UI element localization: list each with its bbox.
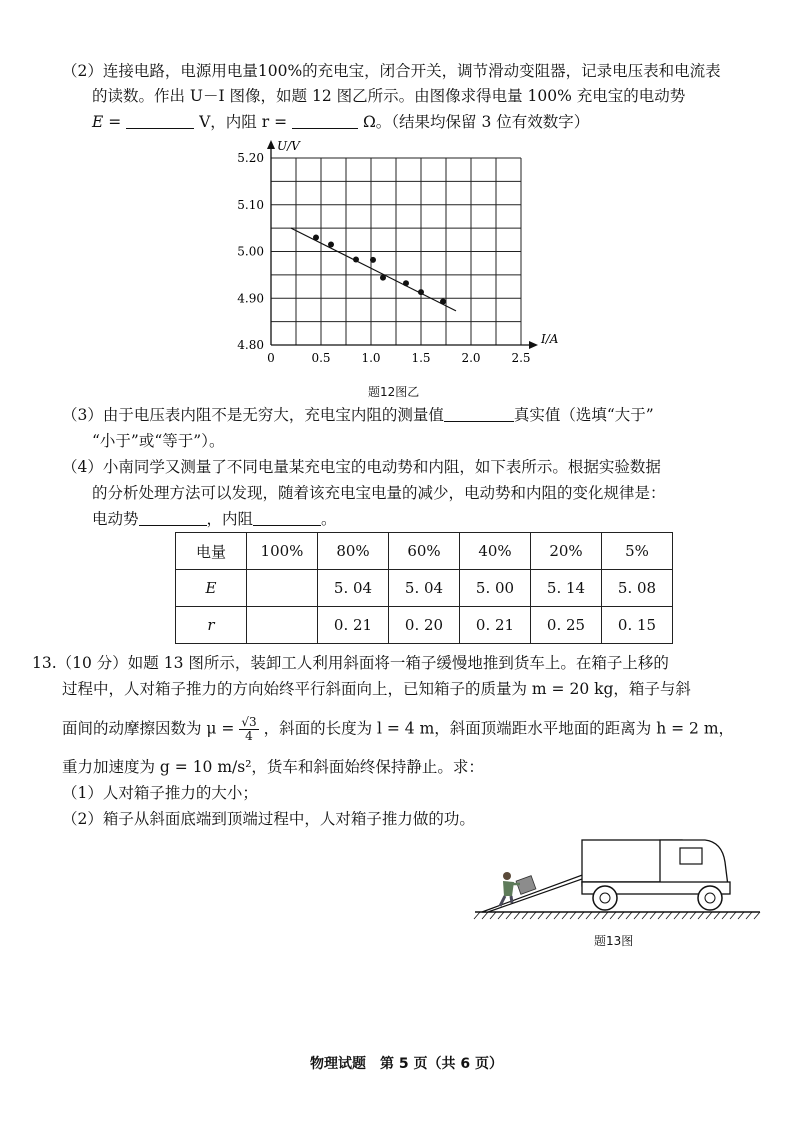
mu-denominator: 4 bbox=[245, 729, 253, 743]
table-cell bbox=[247, 570, 318, 607]
data-point bbox=[328, 241, 334, 247]
data-point bbox=[370, 257, 376, 263]
table-cell: 0. 25 bbox=[531, 607, 602, 644]
table-header-cell: 5% bbox=[602, 533, 673, 570]
x-tick-label: 2.5 bbox=[511, 351, 531, 365]
u-i-chart bbox=[220, 134, 560, 384]
x-axis-label: I/A bbox=[541, 332, 559, 346]
table-row bbox=[176, 570, 673, 607]
data-point bbox=[380, 275, 386, 281]
part3-text-a: （3）由于电压表内阻不是无穷大，充电宝内阻的测量值 bbox=[62, 406, 444, 424]
table-cell: E bbox=[176, 570, 247, 607]
table-cell: r bbox=[176, 607, 247, 644]
table-header-cell: 20% bbox=[531, 533, 602, 570]
y-tick-label: 4.80 bbox=[237, 338, 264, 352]
data-points-group bbox=[313, 234, 446, 304]
table-cell bbox=[247, 607, 318, 644]
table-cell: 5. 14 bbox=[531, 570, 602, 607]
part3-line2: “小于”或“等于”）。 bbox=[92, 432, 225, 450]
q13-line6: （2）箱子从斜面底端到顶端过程中，人对箱子推力做的功。 bbox=[62, 810, 475, 828]
table-cell: 5. 04 bbox=[318, 570, 389, 607]
q13-line3 bbox=[62, 716, 734, 743]
truck bbox=[582, 840, 730, 910]
table-cell: 0. 15 bbox=[602, 607, 673, 644]
part2-line1: （2）连接电路，电源用电量100%的充电宝，闭合开关，调节滑动变阻器，记录电压表和电流表 bbox=[62, 62, 721, 80]
data-point bbox=[418, 289, 424, 295]
part4-line3 bbox=[92, 508, 337, 530]
mu-numerator: √3 bbox=[241, 715, 257, 729]
truck-ramp-figure bbox=[470, 826, 770, 926]
chart-grid bbox=[271, 158, 521, 345]
ramp bbox=[482, 874, 585, 912]
x-tick-label: 0 bbox=[267, 351, 275, 365]
table-header-cell: 40% bbox=[460, 533, 531, 570]
chart-caption: 题12图乙 bbox=[368, 385, 420, 399]
emf-blank[interactable] bbox=[126, 112, 194, 129]
charge-data-table bbox=[175, 532, 673, 644]
q13-line4: 重力加速度为 g = 10 m/s²，货车和斜面始终保持静止。求： bbox=[62, 758, 484, 776]
page-footer: 物理试题 第 5 页（共 6 页） bbox=[310, 1056, 503, 1072]
unit-note: Ω。（结果均保留 3 位有效数字） bbox=[362, 113, 590, 131]
table-cell: 0. 20 bbox=[389, 607, 460, 644]
table-cell: 0. 21 bbox=[460, 607, 531, 644]
emf-trend-label: 电动势 bbox=[92, 510, 139, 528]
part4-line2: 的分析处理方法可以发现，随着该充电宝电量的减少，电动势和内阻的变化规律是： bbox=[92, 484, 666, 502]
part3-text-b: 真实值（选填“大于” bbox=[513, 406, 654, 424]
chart-axes bbox=[267, 140, 538, 349]
table-cell: 5. 04 bbox=[389, 570, 460, 607]
table-row bbox=[176, 607, 673, 644]
chart-ticks bbox=[237, 151, 530, 365]
part4-period: 。 bbox=[321, 510, 337, 528]
table-header-cell: 80% bbox=[318, 533, 389, 570]
x-tick-label: 2.0 bbox=[461, 351, 481, 365]
table-header-cell: 60% bbox=[389, 533, 460, 570]
r-trend-label: ，内阻 bbox=[206, 510, 254, 528]
table-cell: 5. 08 bbox=[602, 570, 673, 607]
table-cell: 0. 21 bbox=[318, 607, 389, 644]
part3-line1 bbox=[62, 404, 654, 426]
table-header-cell: 100% bbox=[247, 533, 318, 570]
mu-fraction bbox=[239, 716, 258, 743]
y-tick-label: 5.20 bbox=[237, 151, 264, 165]
y-tick-label: 5.00 bbox=[237, 244, 264, 259]
q13-line5: （1）人对箱子推力的大小； bbox=[62, 784, 258, 802]
y-axis-label: U/V bbox=[277, 139, 300, 153]
y-axis-arrow bbox=[267, 140, 275, 149]
q13-line1: 13.（10 分）如题 13 图所示，装卸工人利用斜面将一箱子缓慢地推到货车上。在箱子上移的 bbox=[32, 654, 669, 672]
table-cell: 5. 00 bbox=[460, 570, 531, 607]
figure13-caption: 题13图 bbox=[594, 934, 634, 948]
part3-blank[interactable] bbox=[444, 405, 514, 422]
data-point bbox=[313, 234, 319, 240]
mu-rest: ，斜面的长度为 l = 4 m，斜面顶端距水平地面的距离为 h = 2 m， bbox=[263, 719, 735, 738]
x-tick-label: 0.5 bbox=[311, 351, 331, 365]
resistance-label: V，内阻 r = bbox=[199, 113, 288, 131]
y-tick-label: 4.90 bbox=[237, 291, 264, 306]
part2-line2: 的读数。作出 U－I 图像，如题 12 图乙所示。由图像求得电量 100% 充电宝的电动势 bbox=[92, 87, 686, 105]
y-tick-label: 5.10 bbox=[237, 197, 264, 212]
emf-trend-blank[interactable] bbox=[139, 509, 207, 526]
table-header-cell: 电量 bbox=[176, 533, 247, 570]
x-axis-arrow bbox=[529, 341, 538, 349]
resistance-blank[interactable] bbox=[292, 112, 358, 129]
q13-line2: 过程中，人对箱子推力的方向始终平行斜面向上，已知箱子的质量为 m = 20 kg，箱子与斜 bbox=[62, 680, 691, 698]
data-point bbox=[403, 280, 409, 286]
emf-label: E = bbox=[92, 113, 122, 131]
data-point bbox=[440, 299, 446, 305]
mu-label: 面间的动摩擦因数为 μ = bbox=[62, 719, 235, 738]
x-tick-label: 1.5 bbox=[411, 351, 431, 365]
r-trend-blank[interactable] bbox=[253, 509, 321, 526]
table-header-row bbox=[176, 533, 673, 570]
part4-line1: （4）小南同学又测量了不同电量某充电宝的电动势和内阻，如下表所示。根据实验数据 bbox=[62, 458, 661, 476]
x-tick-label: 1.0 bbox=[361, 351, 381, 365]
part2-line3 bbox=[92, 111, 589, 133]
ground bbox=[474, 912, 760, 919]
data-point bbox=[353, 256, 359, 262]
